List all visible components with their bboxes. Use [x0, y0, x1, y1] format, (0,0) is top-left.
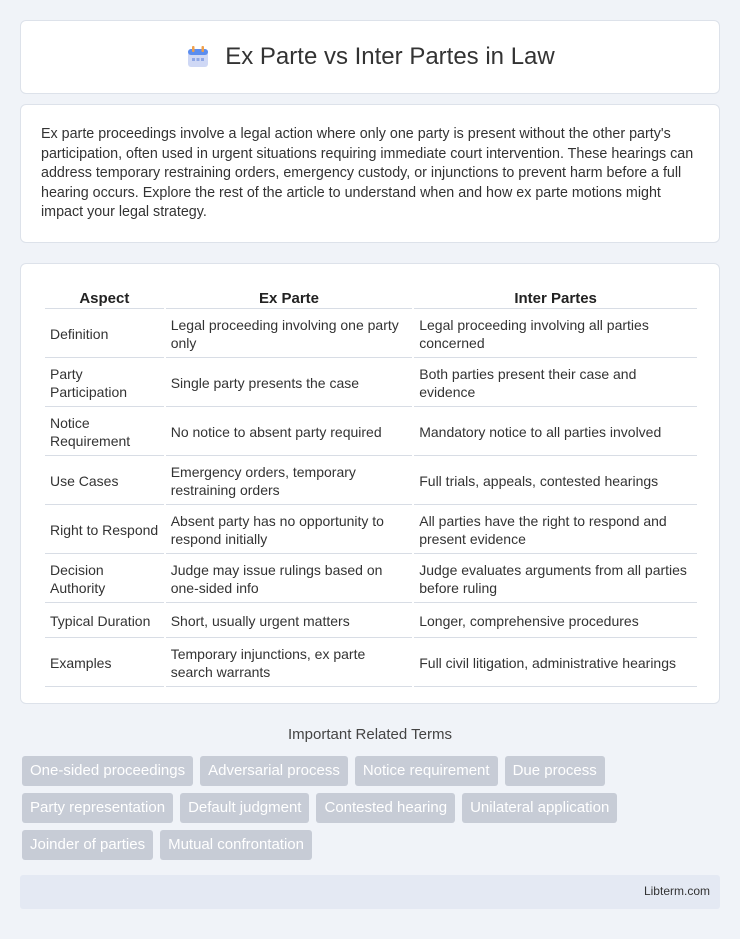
- related-term-tag[interactable]: Mutual confrontation: [160, 830, 312, 860]
- table-row: [45, 640, 697, 687]
- cell-aspect: Notice Requirement: [45, 409, 164, 456]
- footer: [20, 875, 720, 909]
- column-header-aspect: Aspect: [45, 288, 164, 309]
- cell-inter-partes: Longer, comprehensive procedures: [414, 605, 697, 638]
- table-header-row: [45, 288, 697, 309]
- related-term-tag[interactable]: Adversarial process: [200, 756, 348, 786]
- related-term-tag[interactable]: Party representation: [22, 793, 173, 823]
- cell-aspect: Party Participation: [45, 360, 164, 407]
- related-term-tag[interactable]: Unilateral application: [462, 793, 617, 823]
- related-term-tag[interactable]: One-sided proceedings: [22, 756, 193, 786]
- calendar-icon: [185, 44, 211, 70]
- related-term-tag[interactable]: Contested hearing: [316, 793, 455, 823]
- column-header-inter-partes: Inter Partes: [414, 288, 697, 309]
- cell-ex-parte: Single party presents the case: [166, 360, 413, 407]
- header-card: [20, 20, 720, 94]
- cell-aspect: Typical Duration: [45, 605, 164, 638]
- cell-inter-partes: Both parties present their case and evidence: [414, 360, 697, 407]
- page-title: Ex Parte vs Inter Partes in Law: [225, 43, 555, 70]
- table-row: [45, 458, 697, 505]
- related-term-tag[interactable]: Due process: [505, 756, 605, 786]
- comparison-table: [43, 286, 699, 689]
- cell-ex-parte: Judge may issue rulings based on one-sided info: [166, 556, 413, 603]
- cell-inter-partes: All parties have the right to respond and present evidence: [414, 507, 697, 554]
- intro-card: [20, 104, 720, 243]
- cell-aspect: Decision Authority: [45, 556, 164, 603]
- related-term-tag[interactable]: Joinder of parties: [22, 830, 153, 860]
- cell-inter-partes: Judge evaluates arguments from all parties before ruling: [414, 556, 697, 603]
- table-row: [45, 409, 697, 456]
- footer-brand: Libterm.com: [643, 884, 710, 898]
- cell-inter-partes: Full civil litigation, administrative hearings: [414, 640, 697, 687]
- table-row: [45, 556, 697, 603]
- cell-ex-parte: Legal proceeding involving one party only: [166, 311, 413, 358]
- cell-inter-partes: Full trials, appeals, contested hearings: [414, 458, 697, 505]
- cell-ex-parte: Absent party has no opportunity to respond initially: [166, 507, 413, 554]
- cell-aspect: Right to Respond: [45, 507, 164, 554]
- cell-ex-parte: Emergency orders, temporary restraining orders: [166, 458, 413, 505]
- cell-ex-parte: Short, usually urgent matters: [166, 605, 413, 638]
- cell-aspect: Definition: [45, 311, 164, 358]
- related-term-tag[interactable]: Default judgment: [180, 793, 309, 823]
- cell-aspect: Use Cases: [45, 458, 164, 505]
- cell-ex-parte: No notice to absent party required: [166, 409, 413, 456]
- cell-aspect: Examples: [45, 640, 164, 687]
- intro-text: Ex parte proceedings involve a legal action where only one party is present without the other party's participation, often used in urgent situations requiring immediate court intervention. These hearings can address temporary restraining orders, emergency custody, or injunctions to prevent harm before a full hearing occurs. Explore the rest of the article to understand when and how ex parte motions might impact your legal strategy.: [41, 126, 694, 220]
- cell-inter-partes: Mandatory notice to all parties involved: [414, 409, 697, 456]
- cell-inter-partes: Legal proceeding involving all parties concerned: [414, 311, 697, 358]
- column-header-ex-parte: Ex Parte: [166, 288, 413, 309]
- table-row: [45, 311, 697, 358]
- table-row: [45, 360, 697, 407]
- table-row: [45, 605, 697, 638]
- comparison-card: [20, 263, 720, 704]
- table-row: [45, 507, 697, 554]
- related-terms-list: [22, 756, 722, 860]
- cell-ex-parte: Temporary injunctions, ex parte search warrants: [166, 640, 413, 687]
- related-terms-title: Important Related Terms: [288, 726, 452, 743]
- related-term-tag[interactable]: Notice requirement: [355, 756, 498, 786]
